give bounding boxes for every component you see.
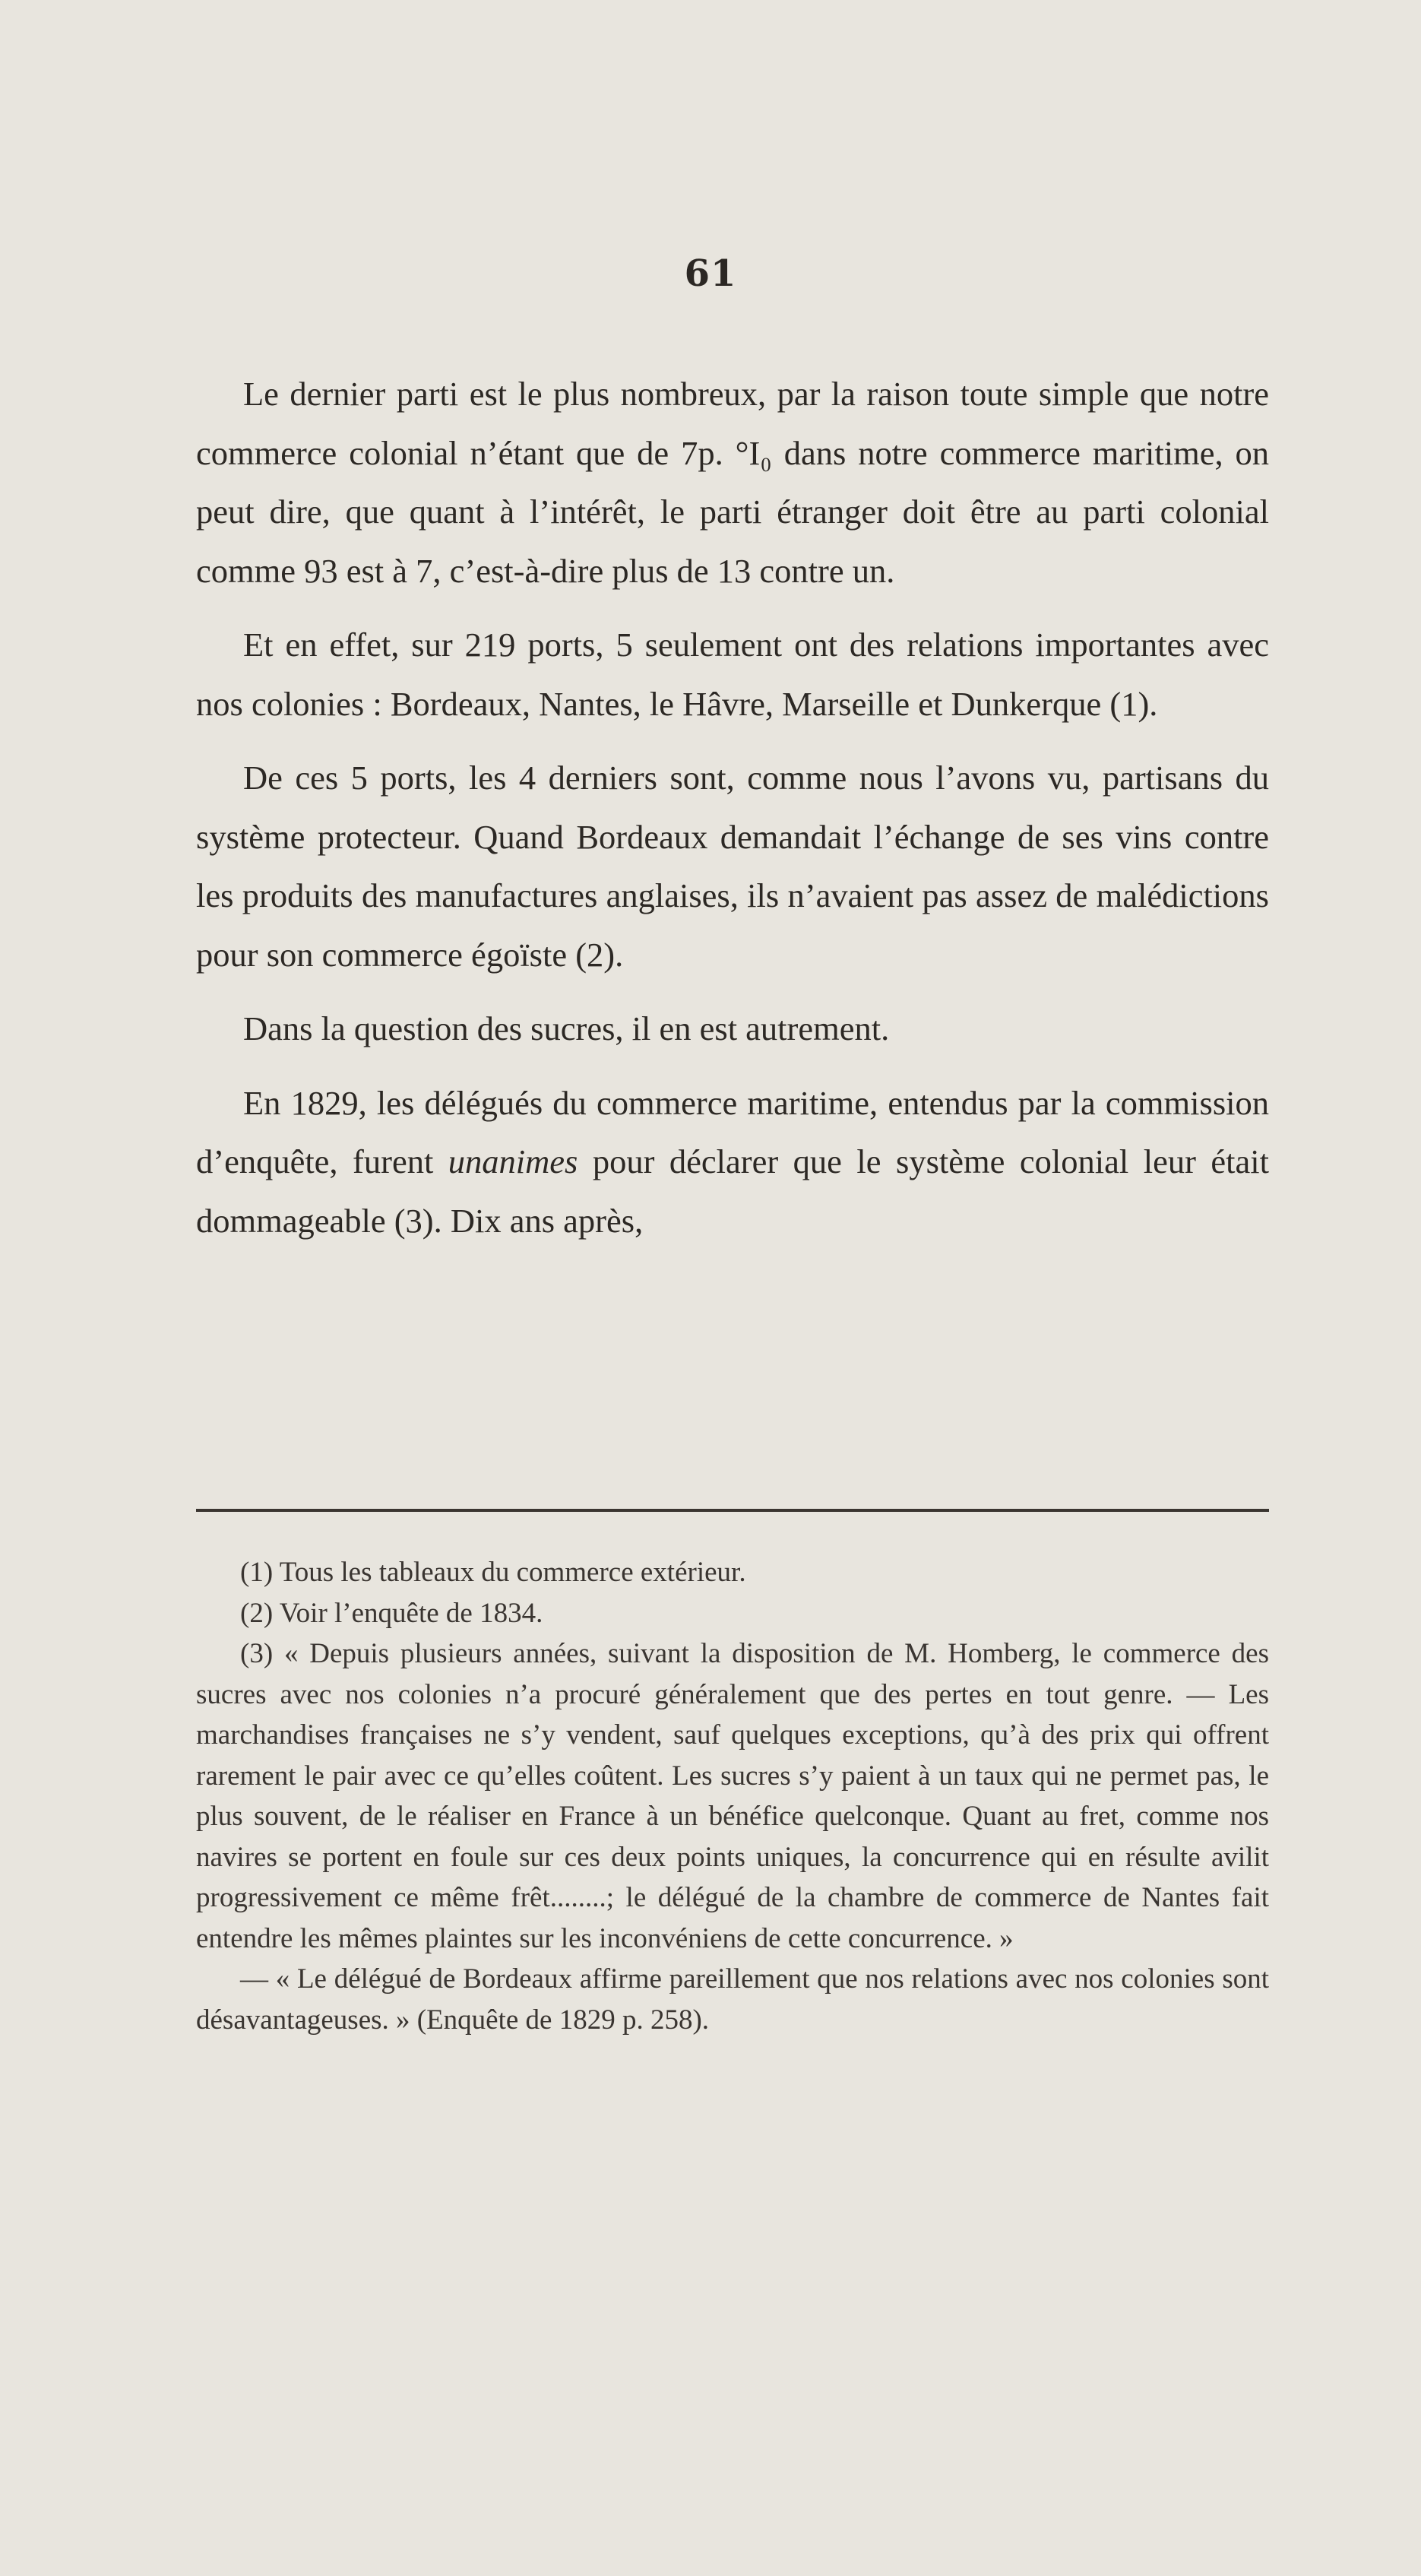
footnote-2: (2) Voir l’enquête de 1834. [240,1597,543,1629]
paragraph-5 [196,1074,1269,1251]
footnotes [196,1552,1269,2040]
emphasis-unanimes: unanimes [448,1142,578,1180]
paragraph-4: Dans la question des sucres, il en est autrement. [243,1009,890,1047]
paragraph-3: De ces 5 ports, les 4 derniers sont, comme nous l’avons vu, partisans du système protecteur. Quand Bordeaux demandait l’échange de ses vins contre les produits des manufactures anglaises, ils n’avaient pas assez de malédictions pour son commerce égoïste (2). [196,759,1269,974]
paragraph-2: Et en effet, sur 219 ports, 5 seulement ont des relations importantes avec nos colonies : Bordeaux, Nantes, le Hâvre, Marseille et Dunkerque (1). [196,626,1269,723]
main-text [196,365,1269,1266]
footnote-separator [196,1509,1269,1512]
paragraph-5-start: En 1829, les délégués du commerce maritime, entendus par la commission d’enquête, furent [196,1083,1269,1180]
paragraph-1: Le dernier parti est le plus nombreux, par la raison toute simple que notre commerce colonial n’étant que de 7p. °I₀ dans notre commerce maritime, on peut dire, que quant à l’intérêt, le parti étranger doit être au parti colonial comme 93 est à 7, c’est-à-dire plus de 13 contre un. [196,375,1269,590]
page-number: 61 [684,252,737,295]
footnote-3: (3) « Depuis plusieurs années, suivant la disposition de M. Homberg, le commerce des sucres avec nos colonies n’a procuré généralement que des pertes en tout genre. — Les marchandises françaises ne s’y vendent, sauf quelques exceptions, qu’à des prix qui offrent rarement le pair avec ce qu’elles coûtent. Les sucres s’y paient à un taux qui ne permet pas, le plus souvent, de le réaliser en France à un bénéfice quelconque. Quant au fret, comme nos navires se portent en foule sur ces deux points uniques, la concurrence qui en résulte avilit progressivement ce même frêt........; le délégué de la chambre de commerce de Nantes fait entendre les mêmes plaintes sur les inconvéniens de cette concurrence. » [196,1638,1269,1954]
footnote-1: (1) Tous les tableaux du commerce extérieur. [240,1557,746,1588]
footnote-3-continued: — « Le délégué de Bordeaux affirme pareillement que nos relations avec nos colonies sont désavantageuses. » (Enquête de 1829 p. 258). [196,1963,1269,2036]
paragraph-5-end: pour déclarer que le système colonial leur était dommageable (3). Dix ans après, [196,1142,1269,1240]
